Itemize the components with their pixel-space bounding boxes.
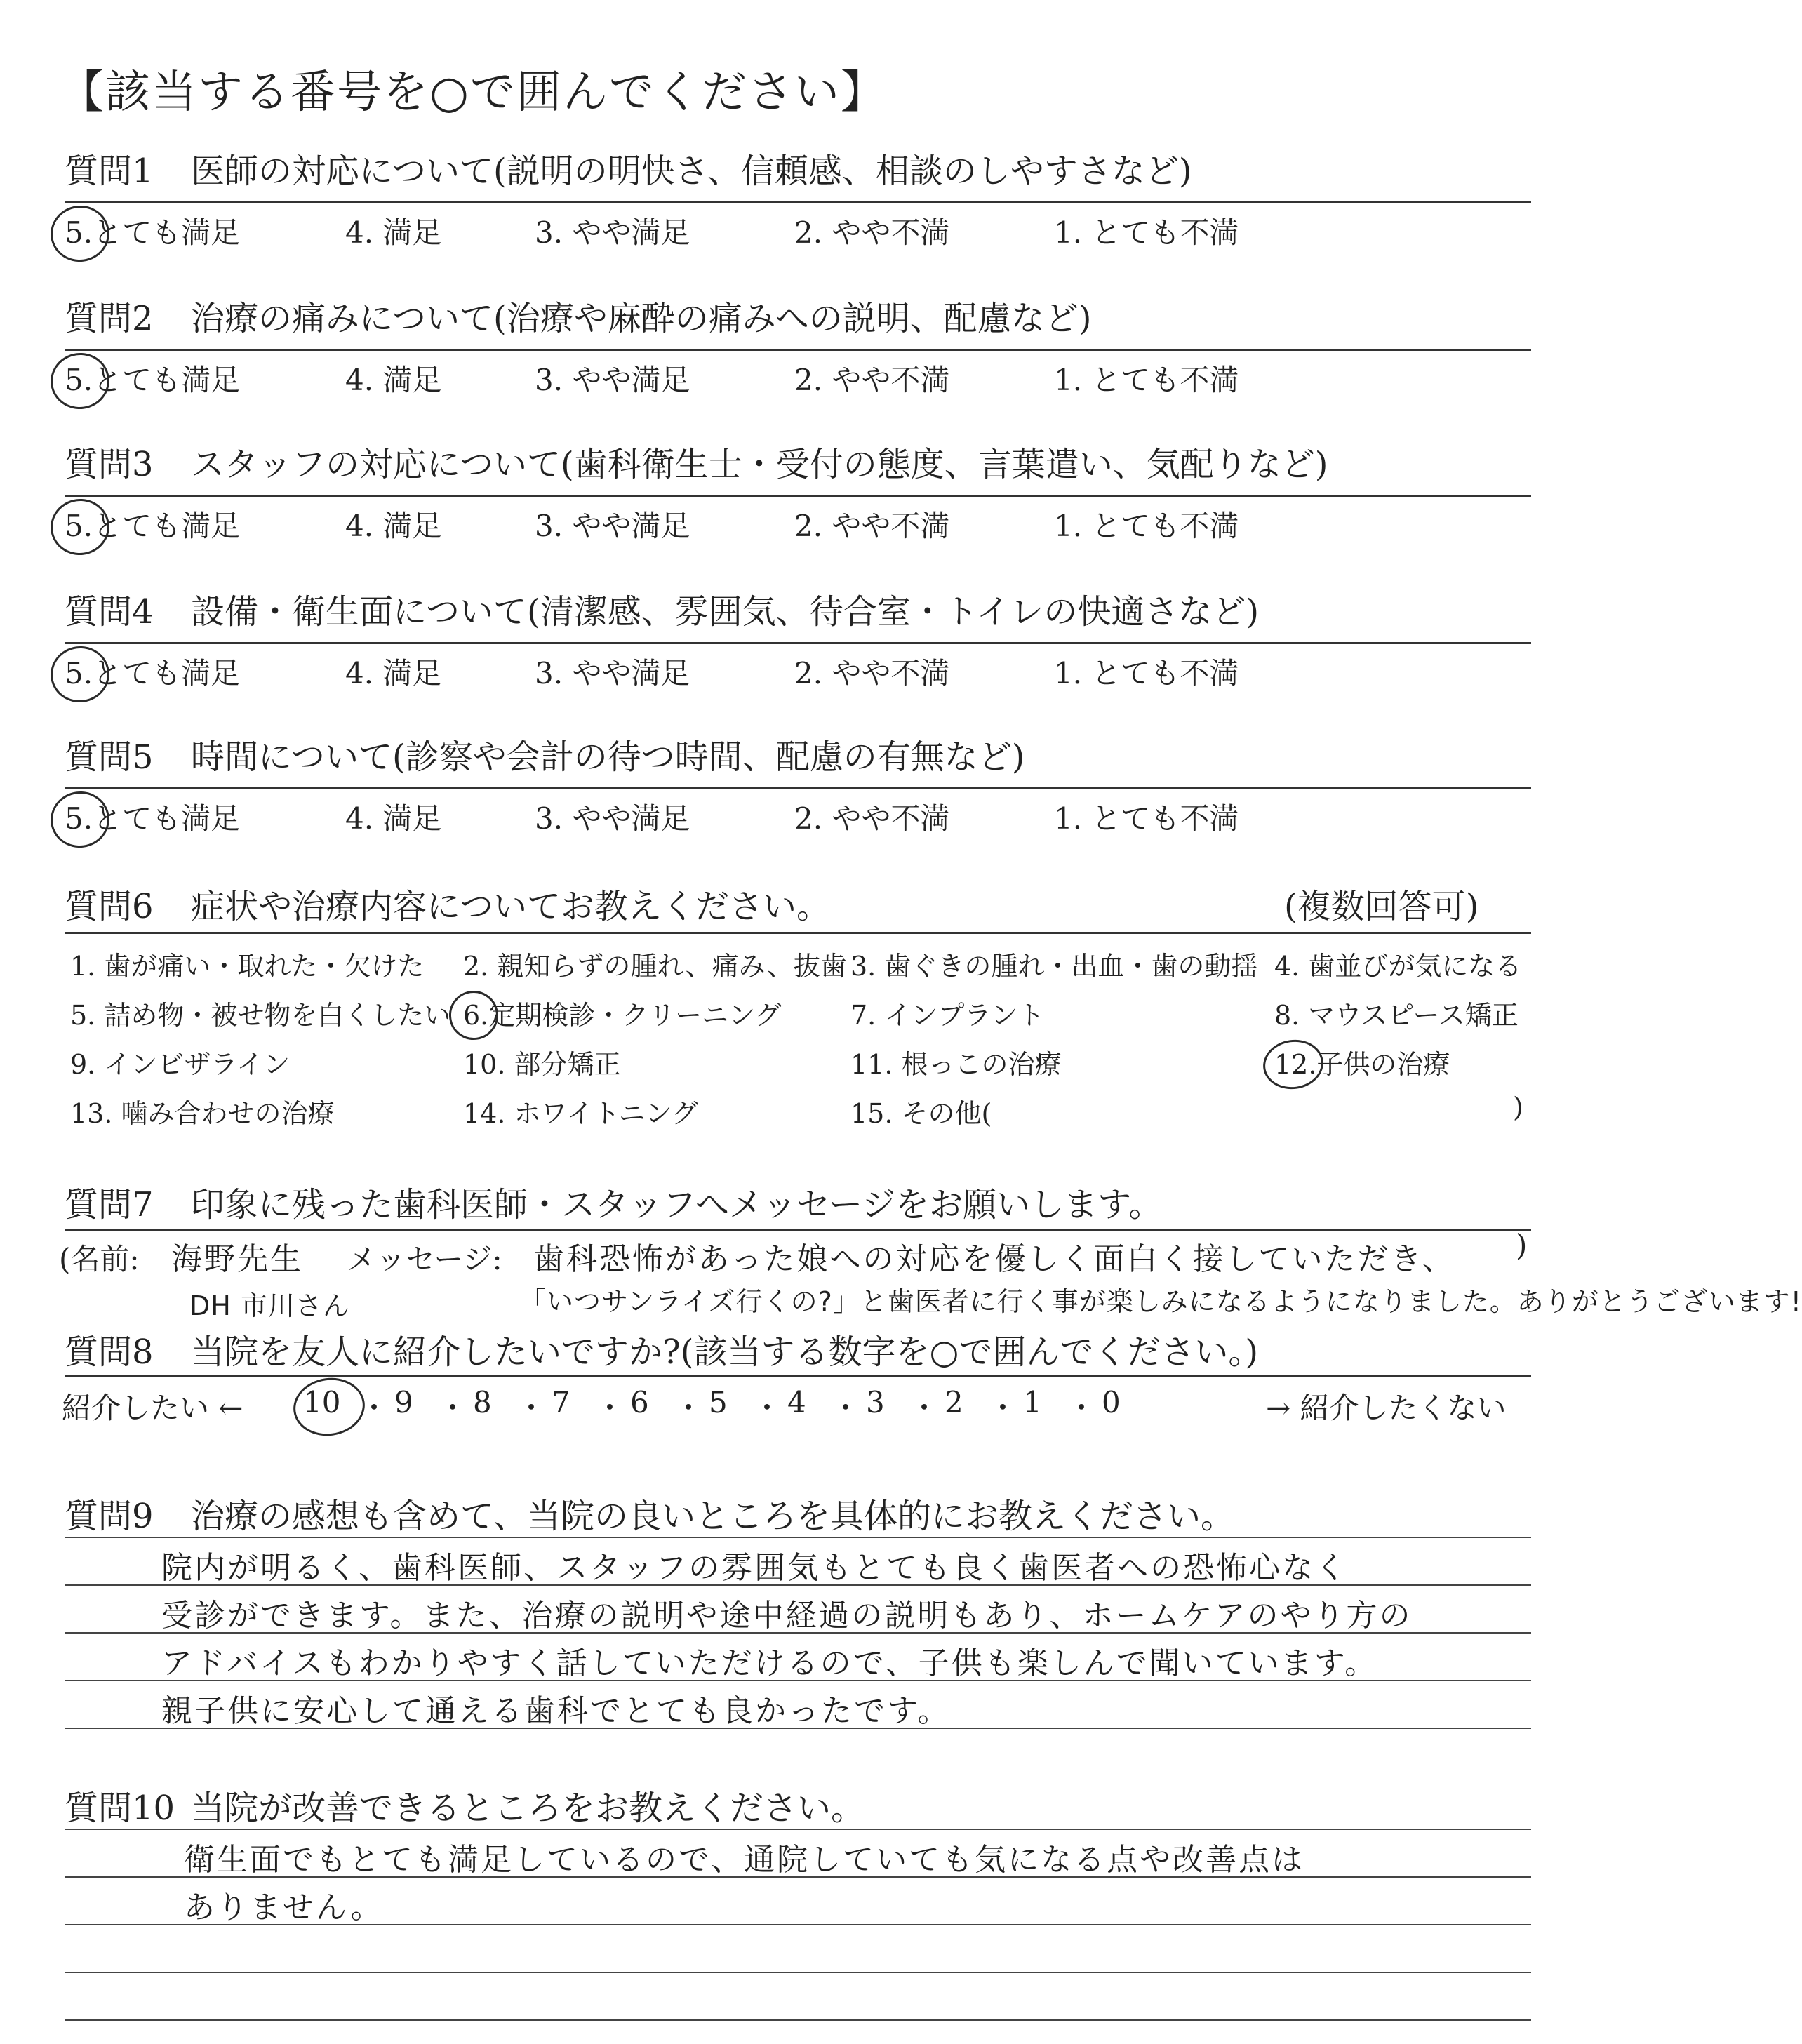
q5-rule: [65, 787, 1531, 789]
q9-rule-1: [65, 1537, 1531, 1538]
q2-option-1: 1. とても不満: [1054, 363, 1239, 397]
q8-scale-9: 9: [394, 1385, 413, 1420]
q8-scale-5: 5: [709, 1385, 728, 1420]
q6-note: (複数回答可): [1284, 887, 1479, 926]
q8-scale-dot: ・: [595, 1391, 625, 1425]
q10-label: 質問10: [65, 1789, 175, 1828]
q8-scale-8: 8: [473, 1385, 492, 1420]
q4-text: 設備・衛生面について(清潔感、雰囲気、待合室・トイレの快適さなど): [191, 592, 1260, 632]
q2-option-2: 2. やや不満: [794, 363, 950, 397]
q3-option-3: 3. やや満足: [535, 509, 690, 543]
q10-text: 当院が改善できるところをお教えください。: [191, 1789, 865, 1828]
q7-rule: [65, 1229, 1531, 1231]
q2-option-4: 4. 満足: [345, 363, 442, 397]
q8-scale-4: 4: [787, 1385, 806, 1420]
q3-option-4: 4. 満足: [345, 509, 442, 543]
q5-label: 質問5: [65, 737, 154, 777]
q8-scale-0: 0: [1102, 1385, 1121, 1420]
q8-scale-dot: ・: [516, 1391, 547, 1425]
q4-option-3: 3. やや満足: [535, 656, 690, 690]
q7-message-label: メッセージ:: [347, 1242, 502, 1276]
q10-answer-line-1: 衛生面でもとても満足しているので、通院していても気になる点や改善点は: [184, 1842, 1305, 1878]
q7-text: 印象に残った歯科医師・スタッフへメッセージをお願いします。: [191, 1185, 1163, 1224]
q2-label: 質問2: [65, 299, 154, 338]
q6-option-13: 13. 噛み合わせの治療: [70, 1098, 335, 1129]
q5-text: 時間について(診察や会計の待つ時間、配慮の有無など): [191, 737, 1025, 777]
q5-option-2: 2. やや不満: [794, 801, 950, 836]
q8-scale-dot: ・: [674, 1391, 704, 1425]
q8-scale-10: 10: [303, 1385, 341, 1420]
q4-option-4: 4. 満足: [345, 656, 442, 690]
q8-scale-dot: ・: [831, 1391, 861, 1425]
q6-option-12: 12.子供の治療: [1274, 1049, 1450, 1080]
q5-option-5: 5.とても満足: [65, 801, 241, 836]
q3-text: スタッフの対応について(歯科衛生士・受付の態度、言葉遣い、気配りなど): [191, 445, 1328, 484]
q6-option-9: 9. インビザライン: [70, 1049, 291, 1080]
q7-name-1: 海野先生: [171, 1241, 303, 1277]
q3-option-5: 5.とても満足: [65, 509, 241, 543]
q4-option-1: 1. とても不満: [1054, 656, 1239, 690]
q1-option-3: 3. やや満足: [535, 215, 690, 250]
q7-name-label: (名前:: [59, 1242, 140, 1276]
q9-answer-line-4: 親子供に安心して通える歯科でとても良かったです。: [161, 1693, 951, 1729]
q10-answer-line-2: ありません。: [184, 1890, 384, 1925]
q8-label: 質問8: [65, 1332, 154, 1372]
q9-label: 質問9: [65, 1497, 154, 1536]
q1-option-4: 4. 満足: [345, 215, 442, 250]
q5-option-1: 1. とても不満: [1054, 801, 1239, 836]
q9-text: 治療の感想も含めて、当院の良いところを具体的にお教えください。: [191, 1497, 1235, 1536]
q5-option-4: 4. 満足: [345, 801, 442, 836]
q7-message-close: ): [1516, 1228, 1528, 1262]
q3-rule: [65, 495, 1531, 497]
q6-option-4: 4. 歯並びが気になる: [1274, 951, 1522, 982]
q2-option-5: 5.とても満足: [65, 363, 241, 397]
page-title: 【該当する番号を○で囲んでください】: [59, 67, 887, 119]
q6-option-1: 1. 歯が痛い・取れた・欠けた: [70, 951, 425, 982]
q3-option-1: 1. とても不満: [1054, 509, 1239, 543]
q7-name-2: DH 市川さん: [189, 1290, 350, 1321]
q1-rule: [65, 201, 1531, 203]
q8-scale-dot: ・: [1067, 1391, 1097, 1425]
q1-label: 質問1: [65, 152, 154, 191]
q8-left-label: 紹介したい ←: [62, 1391, 243, 1425]
q5-option-3: 3. やや満足: [535, 801, 690, 836]
q1-option-5: 5.とても満足: [65, 215, 241, 250]
q6-option-6: 6.定期検診・クリーニング: [463, 1000, 782, 1031]
q8-scale-3: 3: [866, 1385, 885, 1420]
q8-scale-6: 6: [630, 1385, 649, 1420]
q2-rule: [65, 349, 1531, 351]
q6-option-8: 8. マウスピース矯正: [1274, 1000, 1519, 1031]
q8-right-label: → 紹介したくない: [1266, 1391, 1507, 1425]
q6-option-7: 7. インプラント: [850, 1000, 1045, 1031]
q9-answer-line-1: 院内が明るく、歯科医師、スタッフの雰囲気もとても良く歯医者への恐怖心なく: [161, 1550, 1349, 1586]
q1-option-2: 2. やや不満: [794, 215, 950, 250]
q6-option-14: 14. ホワイトニング: [463, 1098, 699, 1129]
q2-option-3: 3. やや満足: [535, 363, 690, 397]
q6-option-3: 3. 歯ぐきの腫れ・出血・歯の動揺: [850, 951, 1258, 982]
q4-rule: [65, 642, 1531, 644]
q6-option-2: 2. 親知らずの腫れ、痛み、抜歯: [463, 951, 847, 982]
q3-label: 質問3: [65, 445, 154, 484]
q4-label: 質問4: [65, 592, 154, 632]
q8-scale-dot: ・: [988, 1391, 1018, 1425]
q7-label: 質問7: [65, 1185, 154, 1224]
q8-scale-dot: ・: [909, 1391, 940, 1425]
q3-option-2: 2. やや不満: [794, 509, 950, 543]
q8-scale-7: 7: [552, 1385, 570, 1420]
q4-option-5: 5.とても満足: [65, 656, 241, 690]
q8-scale-dot: ・: [752, 1391, 782, 1425]
q10-rule-1: [65, 1829, 1531, 1830]
q8-rule: [65, 1375, 1531, 1377]
q2-text: 治療の痛みについて(治療や麻酔の痛みへの説明、配慮など): [191, 299, 1092, 338]
q8-scale-dot: ・: [359, 1391, 389, 1425]
q6-text: 症状や治療内容についてお教えください。: [191, 887, 831, 926]
q6-option-5: 5. 詰め物・被せ物を白くしたい: [70, 1000, 451, 1031]
q7-message-line-1: 歯科恐怖があった娘への対応を優しく面白く接していただき、: [533, 1241, 1455, 1277]
q8-scale-dot: ・: [438, 1391, 468, 1425]
q1-option-1: 1. とても不満: [1054, 215, 1239, 250]
q6-rule: [65, 932, 1531, 934]
q10-rule-5: [65, 2019, 1531, 2021]
q8-text: 当院を友人に紹介したいですか?(該当する数字を○で囲んでください。): [191, 1332, 1259, 1372]
q4-option-2: 2. やや不満: [794, 656, 950, 690]
q7-message-line-2: 「いつサンライズ行くの?」と歯医者に行く事が楽しみになるようになりました。ありがとうございます!: [519, 1286, 1802, 1317]
q10-rule-4: [65, 1972, 1531, 1973]
q1-text: 医師の対応について(説明の明快さ、信頼感、相談のしやすさなど): [191, 152, 1192, 191]
q8-scale-1: 1: [1023, 1385, 1042, 1420]
q6-option-10: 10. 部分矯正: [463, 1049, 621, 1080]
q6-option-11: 11. 根っこの治療: [850, 1049, 1062, 1080]
q8-scale-2: 2: [945, 1385, 963, 1420]
q9-answer-line-3: アドバイスもわかりやすく話していただけるので、子供も楽しんで聞いています。: [161, 1645, 1378, 1681]
q9-answer-line-2: 受診ができます。また、治療の説明や途中経過の説明もあり、ホームケアのやり方の: [161, 1598, 1413, 1634]
q6-option-16: ): [1513, 1092, 1523, 1123]
q8-selected-circle: [290, 1373, 368, 1440]
q6-label: 質問6: [65, 887, 154, 926]
q6-option-15: 15. その他(: [850, 1098, 992, 1129]
